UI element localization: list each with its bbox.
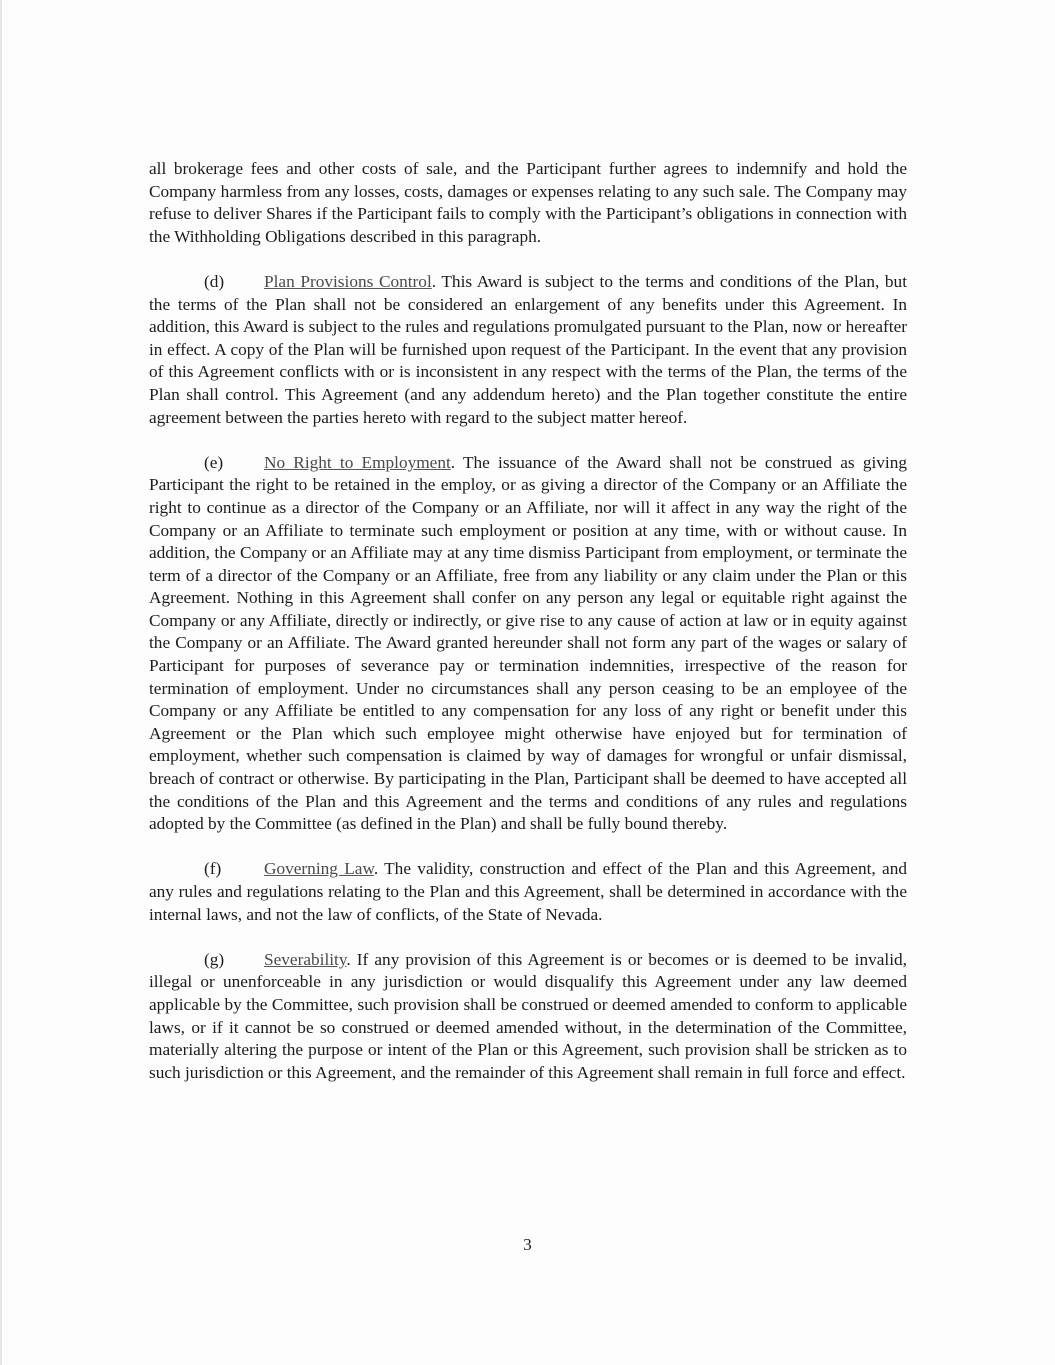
intro-paragraph: all brokerage fees and other costs of sale, and the Participant further agrees to indemnify and hold the Company harmless from any losses, costs, damages or expenses relating to any such sale. The Company may refuse to deliver Shares if the Participant fails to comply with the Participant’s obligations in connection with the Withholding Obligations described in this paragraph. — [149, 159, 907, 246]
section-heading: Governing Law — [264, 859, 374, 879]
section-e — [149, 452, 907, 836]
section-marker: (f) — [204, 859, 222, 879]
section-body: . The issuance of the Award shall not be construed as giving Participant the right to be retained in the employ, or as giving a director of the Company or an Affiliate the right to continue as a director of the Company or an Affiliate, nor will it affect in any way the right of the Company or an Affiliate to terminate such employment or position at any time, with or without cause. In addition, the Company or an Affiliate may at any time dismiss Participant from employment, or terminate the term of a director of the Company or an Affiliate, free from any liability or any claim under the Plan or this Agreement. Nothing in this Agreement shall confer on any person any legal or equitable right against the Company or any Affiliate, directly or indirectly, or give rise to any cause of action at law or in equity against the Company or an Affiliate. The Award granted hereunder shall not form any part of the wages or salary of Participant for purposes of severance pay or termination indemnities, irrespective of the reason for termination of employment. Under no circumstances shall any person ceasing to be an employee of the Company or any Affiliate be entitled to any compensation for any loss of any right or benefit under this Agreement or the Plan which such employee might otherwise have enjoyed but for termination of employment, whether such compensation is claimed by way of damages for wrongful or unfair dismissal, breach of contract or otherwise. By participating in the Plan, Participant shall be deemed to have accepted all the conditions of the Plan and this Agreement and the terms and conditions of any rules and regulations adopted by the Committee (as defined in the Plan) and shall be fully bound thereby. — [149, 452, 907, 834]
section-heading: No Right to Employment — [264, 452, 451, 472]
section-d — [149, 271, 907, 429]
section-marker: (d) — [204, 271, 225, 291]
page-number: 3 — [523, 1235, 532, 1254]
section-marker: (g) — [204, 949, 225, 969]
document-body — [149, 158, 907, 1107]
section-marker: (e) — [204, 452, 224, 472]
section-body: . The validity, construction and effect of the Plan and this Agreement, and any rules and regulations relating to the Plan and this Agreement, shall be determined in accordance with the internal laws, and not the law of conflicts, of the State of Nevada. — [149, 859, 907, 924]
section-f — [149, 858, 907, 926]
section-body: . If any provision of this Agreement is or becomes or is deemed to be invalid, illegal or unenforceable in any jurisdiction or would disqualify this Agreement under any law deemed applicable by the Committee, such provision shall be construed or deemed amended to conform to applicable laws, or if it cannot be so construed or deemed amended without, in the determination of the Committee, materially altering the purpose or intent of the Plan or this Agreement, such provision shall be stricken as to such jurisdiction or this Agreement, and the remainder of this Agreement shall remain in full force and effect. — [149, 949, 907, 1082]
section-body: . This Award is subject to the terms and conditions of the Plan, but the terms of the Plan shall not be considered an enlargement of any benefits under this Agreement. In addition, this Award is subject to the rules and regulations promulgated pursuant to the Plan, now or hereafter in effect. A copy of the Plan will be furnished upon request of the Participant. In the event that any provision of this Agreement conflicts with or is inconsistent in any respect with the terms of the Plan, the terms of the Plan shall control. This Agreement (and any addendum hereto) and the Plan together constitute the entire agreement between the parties hereto with regard to the subject matter hereof. — [149, 271, 907, 427]
page-edge — [0, 0, 2, 1365]
section-heading: Severability — [264, 949, 347, 969]
section-heading: Plan Provisions Control — [264, 271, 432, 291]
section-g — [149, 949, 907, 1085]
